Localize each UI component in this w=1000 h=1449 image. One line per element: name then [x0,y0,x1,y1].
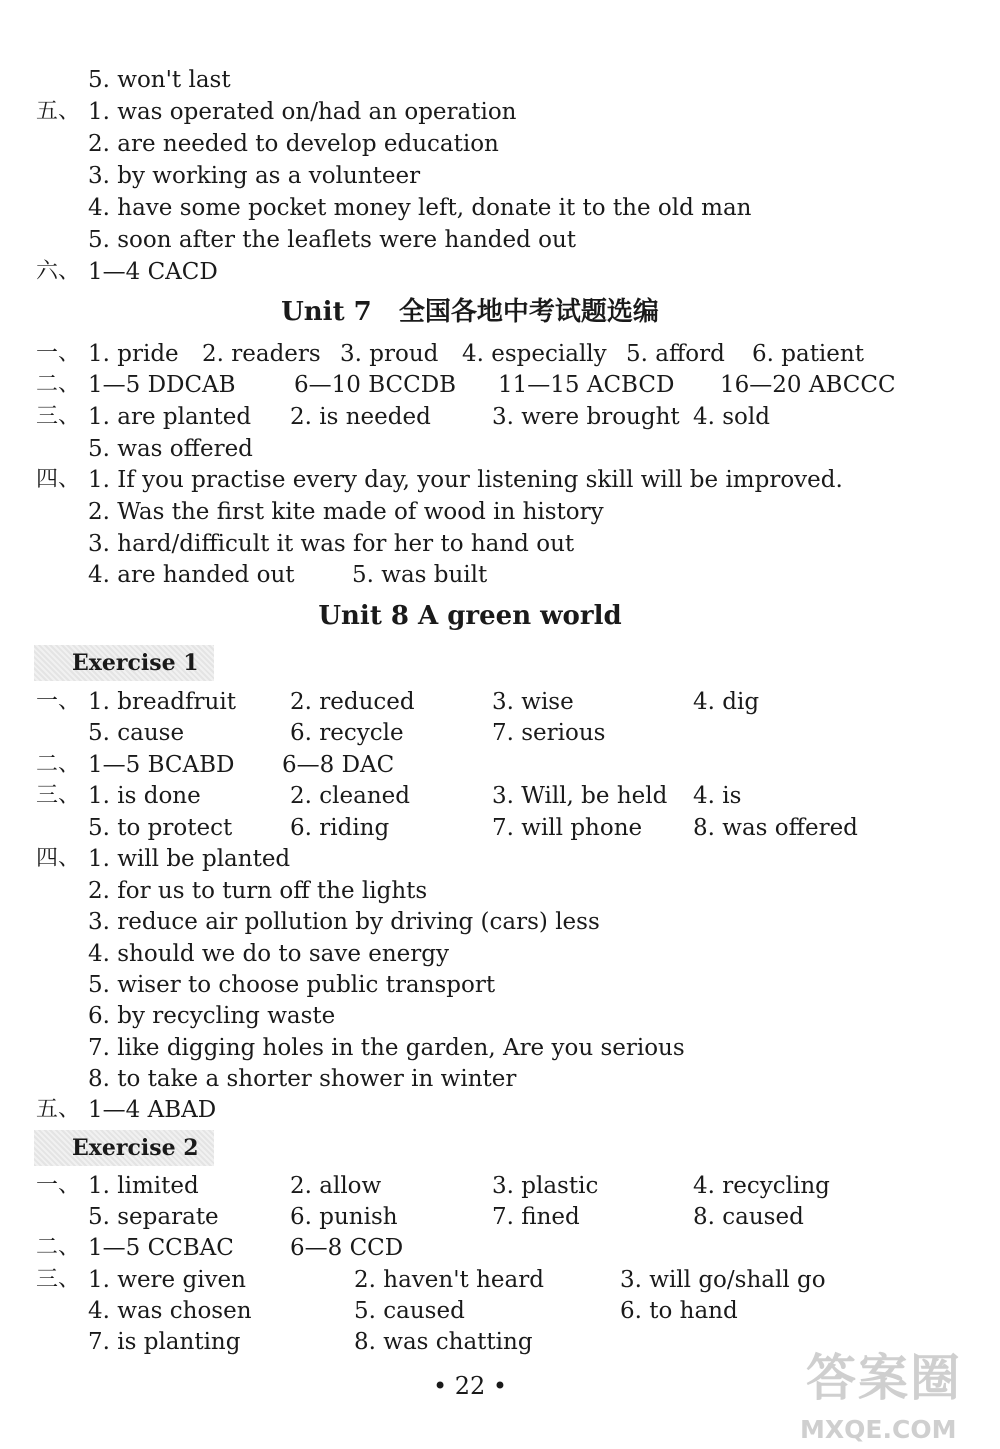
section-marker: 三、 [36,1267,81,1292]
watermark-logo [800,1338,995,1446]
section-marker: 二、 [36,752,81,777]
section-marker: 一、 [36,689,81,714]
section-marker: 三、 [36,404,81,429]
section-marker: 六、 [36,259,81,284]
exercise-1-label: Exercise 1 [34,645,214,681]
unit-8-title: Unit 8 A green world [318,601,622,631]
section-marker: 五、 [36,99,81,124]
unit-7-title: Unit 7 全国各地中考试题选编 [281,297,659,327]
section-marker: 二、 [36,1235,81,1260]
section-marker: 五、 [36,1097,81,1122]
exercise-2-label: Exercise 2 [34,1130,214,1166]
section-marker: 三、 [36,783,81,808]
section-marker: 一、 [36,1173,81,1198]
section-marker: 二、 [36,372,81,397]
watermark-text-cn: 答案圈 [806,1349,962,1407]
section-marker: 四、 [36,846,81,871]
watermark-text-en: MXQE.COM [800,1415,957,1444]
section-marker: 四、 [36,467,81,492]
page-number: • 22 • [432,1372,508,1400]
section-marker: 一、 [36,341,81,366]
